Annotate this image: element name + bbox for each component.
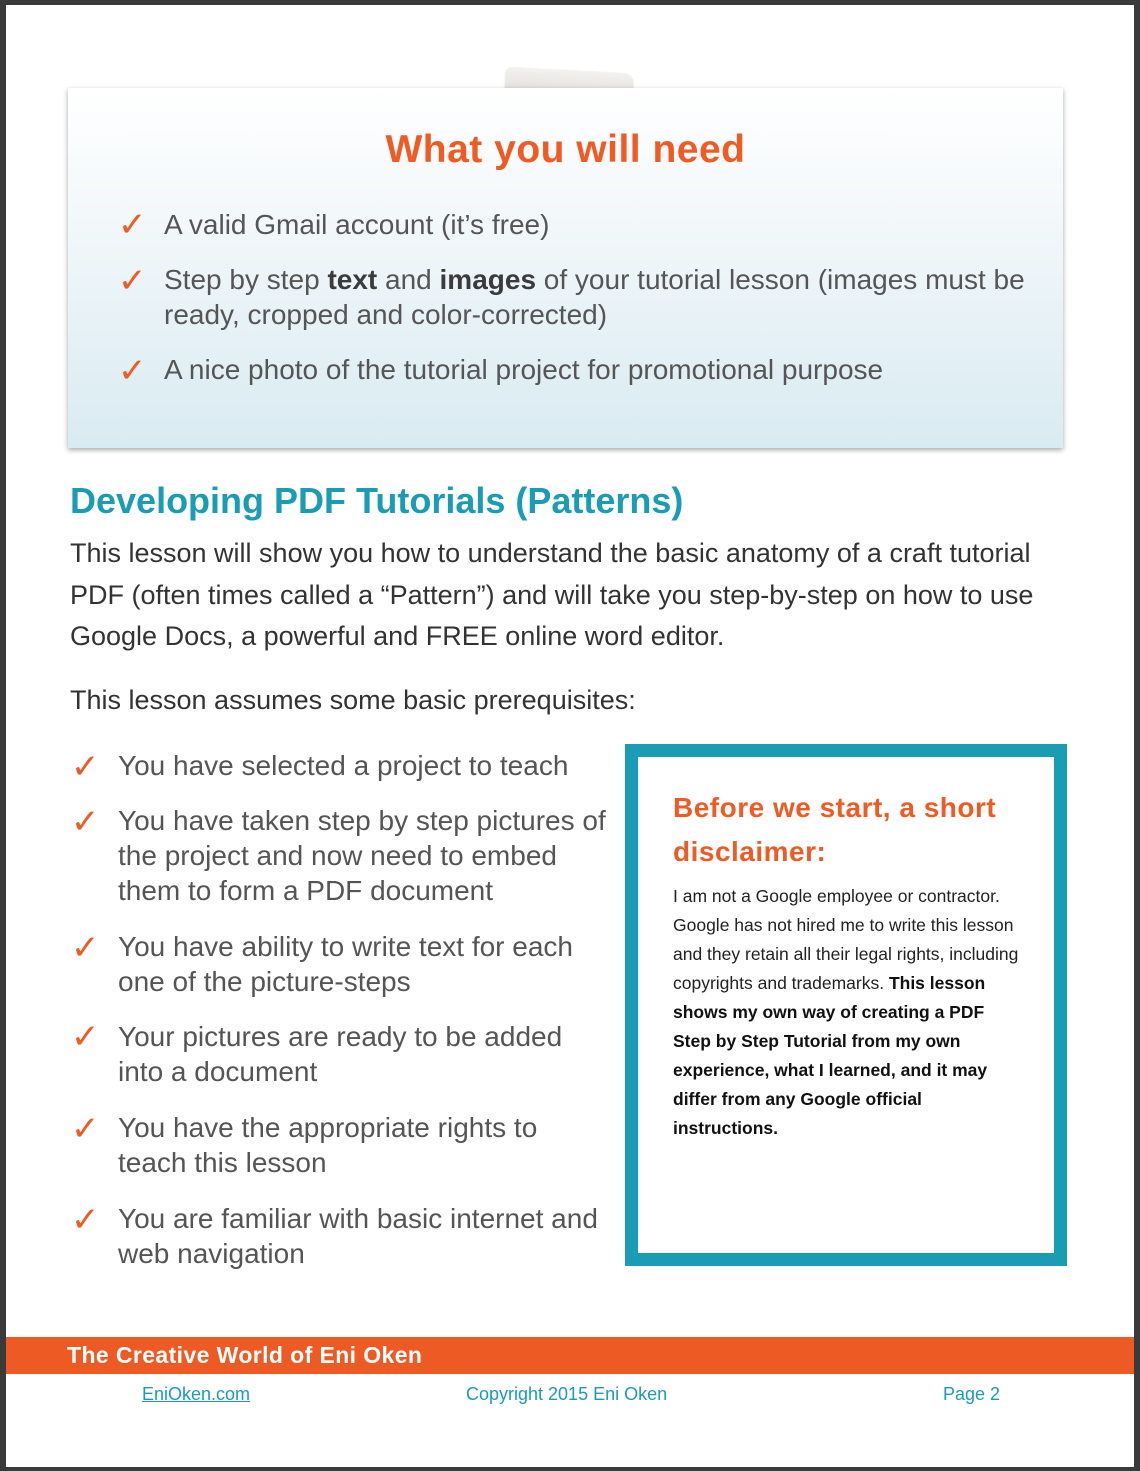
disclaimer-title: Before we start, a short disclaimer: xyxy=(673,792,997,867)
prereq-item: You are familiar with basic internet and web navigation xyxy=(118,1203,598,1269)
check-icon: ✓ xyxy=(71,1200,100,1240)
needs-item-photo: A nice photo of the tutorial project for promotional purpose xyxy=(164,354,884,385)
check-icon: ✓ xyxy=(71,802,100,842)
needs-item-text-images: Step by step text and images of your tutorial lesson (images must be ready, cropped and color-corrected) xyxy=(164,264,1025,330)
section-title: Developing PDF Tutorials (Patterns) xyxy=(70,480,684,521)
check-icon: ✓ xyxy=(118,351,147,391)
check-icon: ✓ xyxy=(71,1109,100,1149)
needs-title: What you will need xyxy=(385,128,746,171)
footer-brand: The Creative World of Eni Oken xyxy=(67,1342,423,1368)
check-icon: ✓ xyxy=(71,928,100,968)
prereq-item: You have selected a project to teach xyxy=(118,750,569,781)
footer-site-link[interactable]: EniOken.com xyxy=(142,1384,251,1404)
check-icon: ✓ xyxy=(71,1017,100,1057)
check-icon: ✓ xyxy=(118,261,147,301)
check-icon: ✓ xyxy=(71,747,100,787)
footer-copyright: Copyright 2015 Eni Oken xyxy=(466,1384,668,1404)
check-icon: ✓ xyxy=(118,205,147,245)
disclaimer-body: I am not a Google employee or contractor. Google has not hired me to write this lesson and they retain all their legal rights, including copyrights and trademarks. This lesson shows my own way of creating a PDF Step by Step Tutorial from my own experience, what I learned, and it may differ from any Google official instructions. xyxy=(673,886,1019,1138)
prereq-intro: This lesson assumes some basic prerequisites: xyxy=(70,685,636,715)
prereq-item: Your pictures are ready to be added into a document xyxy=(118,1021,563,1087)
prereq-item: You have taken step by step pictures of the project and now need to embed them to form a PDF document xyxy=(118,805,606,906)
footer-page-number: Page 2 xyxy=(943,1384,1001,1404)
prereq-item: You have ability to write text for each one of the picture-steps xyxy=(118,931,573,997)
intro-paragraph: This lesson will show you how to understand the basic anatomy of a craft tutorial PDF (often times called a “Pattern”) and will take you step-by-step on how to use Google Docs, a powerful and FREE online word editor. xyxy=(70,538,1034,651)
prereq-item: You have the appropriate rights to teach this lesson xyxy=(118,1112,538,1178)
needs-item-gmail: A valid Gmail account (it’s free) xyxy=(164,209,550,240)
